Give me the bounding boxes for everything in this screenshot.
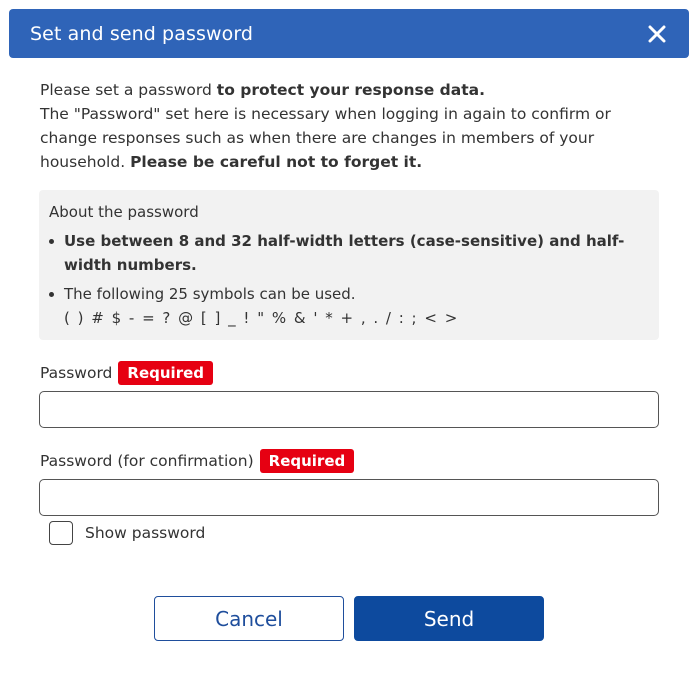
- confirm-password-label: Password (for confirmation): [40, 452, 254, 470]
- intro-line1-plain: Please set a password: [40, 81, 217, 99]
- confirm-password-input[interactable]: [39, 479, 659, 516]
- confirm-label-row: [40, 449, 354, 473]
- rules-title: About the password: [49, 203, 199, 221]
- show-password-toggle[interactable]: [49, 521, 205, 545]
- cancel-button[interactable]: Cancel: [154, 596, 344, 641]
- rule-symbols-text: The following 25 symbols can be used.: [64, 285, 356, 303]
- password-label-row: [40, 361, 213, 385]
- show-password-checkbox[interactable]: [49, 521, 73, 545]
- password-label: Password: [40, 364, 113, 382]
- password-rules-box: [39, 190, 659, 340]
- required-badge: Required: [260, 449, 355, 473]
- intro-text: [40, 78, 660, 174]
- rules-list: [49, 229, 647, 330]
- dialog-title: Set and send password: [30, 22, 254, 45]
- close-icon[interactable]: [645, 22, 669, 46]
- required-badge: Required: [118, 361, 213, 385]
- show-password-label: Show password: [85, 524, 206, 542]
- dialog-header: [9, 9, 689, 58]
- intro-line2-plain: The "Password" set here is necessary when logging in again to confirm or change responses such as when there are changes in members of your household.: [40, 105, 611, 171]
- rule-length-text: Use between 8 and 32 half-width letters (case-sensitive) and half-width numbers.: [64, 232, 625, 274]
- rule-length: [49, 229, 647, 277]
- password-input[interactable]: [39, 391, 659, 428]
- intro-line1-bold: to protect your response data.: [216, 81, 485, 99]
- allowed-symbols: ( ) # $ - = ? @ [ ] _ ! " % & ' * + , . / : ; < >: [64, 309, 459, 327]
- send-button[interactable]: Send: [354, 596, 544, 641]
- rule-symbols: [49, 282, 647, 330]
- intro-line2-bold: Please be careful not to forget it.: [130, 153, 423, 171]
